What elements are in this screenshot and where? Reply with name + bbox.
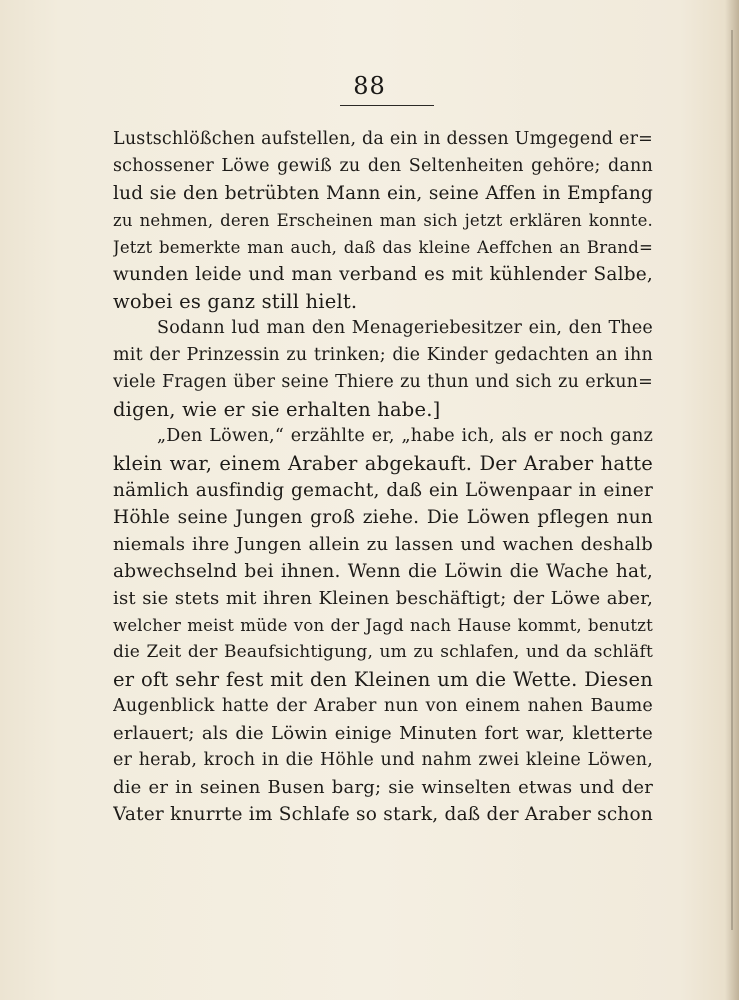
- page-edge-line: [731, 30, 733, 930]
- text-line: Jetzt bemerkte man auch, daß das kleine Aeffchen an Brand=: [113, 238, 653, 257]
- text-line: Lustschlößchen aufstellen, da ein in dessen Umgegend er=: [113, 129, 653, 149]
- text-line: die er in seinen Busen barg; sie winselten etwas und der: [113, 777, 653, 798]
- text-line: lud sie den betrübten Mann ein, seine Affen in Empfang: [113, 183, 653, 204]
- text-line: die Zeit der Beaufsichtigung, um zu schlafen, und da schläft: [113, 642, 653, 662]
- text-line: er herab, kroch in die Höhle und nahm zwei kleine Löwen,: [113, 750, 653, 770]
- text-line: zu nehmen, deren Erscheinen man sich jetzt erklären konnte.: [113, 211, 653, 230]
- text-line: schossener Löwe gewiß zu den Seltenheiten gehöre; dann: [113, 156, 653, 176]
- text-line: Vater knurrte im Schlafe so stark, daß der Araber schon: [113, 804, 653, 825]
- text-line: klein war, einem Araber abgekauft. Der Araber hatte: [113, 452, 653, 475]
- text-line: nämlich ausfindig gemacht, daß ein Löwenpaar in einer: [113, 480, 653, 501]
- text-line: ist sie stets mit ihren Kleinen beschäftigt; der Löwe aber,: [113, 588, 653, 609]
- text-line: Sodann lud man den Menageriebesitzer ein, den Thee: [157, 318, 653, 338]
- text-line: „Den Löwen,“ erzählte er, „habe ich, als er noch ganz: [157, 426, 653, 446]
- text-line: wunden leide und man verband es mit kühlender Salbe,: [113, 264, 653, 285]
- text-line: abwechselnd bei ihnen. Wenn die Löwin die Wache hat,: [113, 561, 653, 582]
- text-line: erlauert; als die Löwin einige Minuten fort war, kletterte: [113, 723, 653, 744]
- text-line: welcher meist müde von der Jagd nach Hause kommt, benutzt: [113, 616, 653, 635]
- page-number: 88: [353, 72, 386, 100]
- text-line: Augenblick hatte der Araber nun von einem nahen Baume: [113, 696, 653, 716]
- text-line: mit der Prinzessin zu trinken; die Kinder gedachten an ihn: [113, 345, 653, 365]
- text-line: Höhle seine Jungen groß ziehe. Die Löwen pflegen nun: [113, 507, 653, 528]
- header-rule: [340, 105, 434, 106]
- text-line: er oft sehr fest mit den Kleinen um die Wette. Diesen: [113, 668, 653, 691]
- text-line: digen, wie er sie erhalten habe.]: [113, 398, 441, 421]
- text-line: wobei es ganz still hielt.: [113, 290, 358, 313]
- text-line: niemals ihre Jungen allein zu lassen und wachen deshalb: [113, 534, 653, 555]
- text-line: viele Fragen über seine Thiere zu thun und sich zu erkun=: [113, 372, 653, 392]
- body-text: [113, 126, 653, 828]
